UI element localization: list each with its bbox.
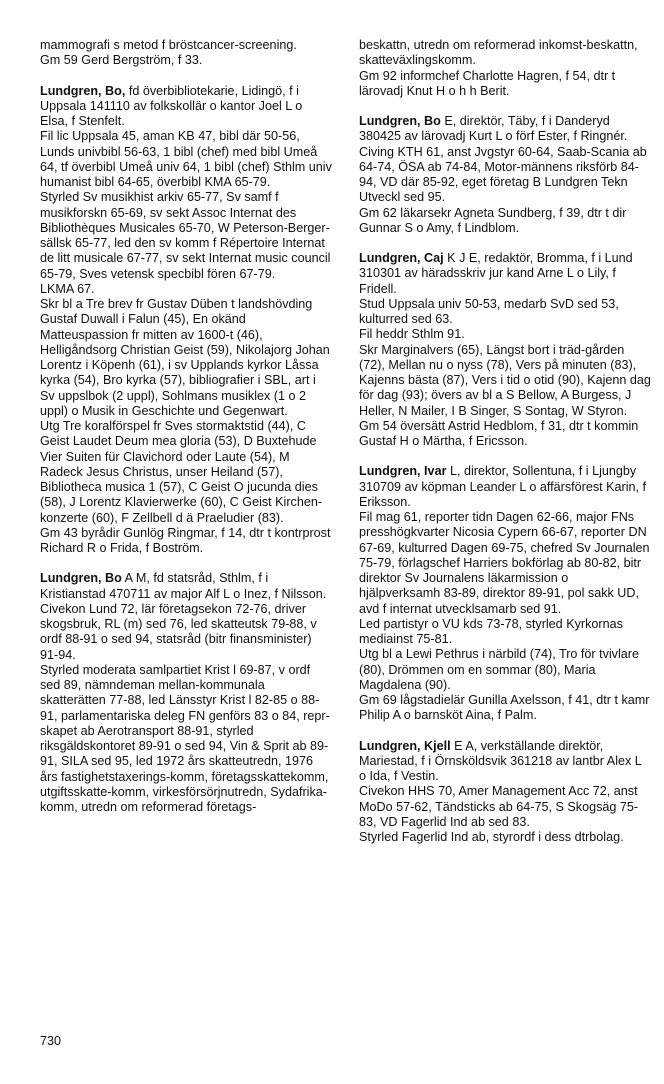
entry-line: beskattn, utredn om reformerad inkomst-beskattn, skatteväxlingskomm. xyxy=(359,38,638,68)
entry-line: Civekon HHS 70, Amer Management Acc 72, anst MoDo 57-62, Tändsticks ab 64-75, S Skogsäg 75-83, VD Fagerlid Ind ab sed 83. xyxy=(359,784,639,829)
entry-line: Led partistyr o VU kds 73-78, styrled Kyrkornas mediainst 75-81. xyxy=(359,616,623,646)
entry-line: mammografi s metod f bröstcancer-screening. xyxy=(40,38,297,52)
entry-line: Gm 43 byrådir Gunlög Ringmar, f 14, dtr t kontrprost Richard R o Frida, f Boström. xyxy=(40,525,331,555)
entry-name: Lundgren, Bo xyxy=(40,571,122,586)
entry-intro: E, direktör, Täby, f i Danderyd 380425 av lärovadj Kurt L o förf Ester, f Ringnér. xyxy=(359,114,628,144)
continuation-entry xyxy=(359,38,651,99)
entry-lundgren-kjell xyxy=(359,739,651,846)
entry-name: Lundgren, Bo xyxy=(359,114,441,128)
entry-line: Utg Tre koralförspel fr Sves stormaktstid (44), C Geist Laudet Deum mea gloria (53), D Buxtehude Vier Suiten für Clavichord oder Laute (54), M Radeck Jesus Christus, unser Heiland (57), Bibliotheca musica 1 (57), C Geist O jucunda dies (58), J Lorentz Klavierwerke (60), C Geist Kirchen-konzerte (60), F Zellbell d ä Praeludier (83). xyxy=(40,419,323,525)
entry-lundgren-caj xyxy=(359,251,651,449)
entry-line: Fil lic Uppsala 45, aman KB 47, bibl där 50-56, Lunds univbibl 56-63, 1 bibl (chef) med bibl Umeå 64, tf överbibl Umeå univ 64, 1 bibl (chef) Sthlm univ humanist bibl 64-65, överbibl KMA 65-79. xyxy=(40,129,332,189)
entry-intro: E A, verkställande direktör, Mariestad, f i Örnsköldsvik 361218 av lantbr Alex L o Ida, f Vestin. xyxy=(359,738,642,783)
entry-line: Civekon Lund 72, lär företagsekon 72-76, driver skogsbruk, RL (m) sed 76, led skatteutsk 79-88, v ordf 88-91 o sed 94, statsråd (bitr finansminister) 91-94. xyxy=(40,601,317,662)
entry-line: Gm 69 lågstadielär Gunilla Axelsson, f 41, dtr t kamr Philip A o barnsköt Aina, f Palm. xyxy=(359,693,650,723)
entry-line: LKMA 67. xyxy=(40,281,95,296)
entry-header xyxy=(40,84,332,130)
entry-lundgren-bo-statsrad xyxy=(40,571,332,815)
entry-line: Civing KTH 61, anst Jvgstyr 60-64, Saab-Scania ab 64-74, ÖSA ab 74-84, Motor-männens riksförb 84-94, VD där 85-92, eget företag B Lundgren Tekn Utveckl sed 95. xyxy=(359,144,647,205)
entry-intro: K J E, redaktör, Bromma, f i Lund 310301 av häradsskriv jur kand Arne L o Lily, f Fridell. xyxy=(359,251,633,296)
entry-lundgren-ivar xyxy=(359,464,651,723)
page-number: 730 xyxy=(40,1034,62,1048)
entry-line: Styrled Sv musikhist arkiv 65-77, Sv samf f musikforskn 65-69, sv sekt Assoc Internat des Bibliothèques Musicales 65-70, W Peterson-Berger-sällsk 65-77, led den sv komm f Répertoire Internat de litt musicale 67-77, sv sekt Internat music council 65-79, Sves vetensk specbibl fören 67-79. xyxy=(40,190,331,281)
entry-header xyxy=(359,251,651,297)
entry-header xyxy=(359,464,651,510)
entry-line: Gm 54 översätt Astrid Hedblom, f 31, dtr t kommin Gustaf H o Märtha, f Ericsson. xyxy=(359,418,639,448)
entry-name: Lundgren, Ivar xyxy=(359,464,447,479)
entry-intro: A M, fd statsråd, Sthlm, f i Kristianstad 470711 av major Alf L o Inez, f Nilsson. xyxy=(40,571,327,601)
entry-header xyxy=(40,571,332,602)
entry-intro: fd överbibliotekarie, Lidingö, f i Uppsala 141110 av folkskollär o kantor Joel L o Elsa, f Stenfelt. xyxy=(40,83,303,128)
entry-line: Gm 59 Gerd Bergström, f 33. xyxy=(40,53,203,68)
continuation-entry xyxy=(40,38,332,69)
entry-lundgren-bo-direktor xyxy=(359,114,651,236)
entry-header xyxy=(359,739,651,785)
entry-line: Gm 92 informchef Charlotte Hagren, f 54, dtr t lärovadj Knut H o h h Berit. xyxy=(359,68,616,98)
right-column xyxy=(359,38,651,845)
entry-header xyxy=(359,114,651,145)
entry-name: Lundgren, Caj xyxy=(359,251,444,265)
entry-intro: L, direktor, Sollentuna, f i Ljungby 310709 av köpman Leander L o affärsförest Karin, f Eriksson. xyxy=(359,464,647,509)
entry-line: Skr Marginalvers (65), Längst bort i träd-gården (72), Mellan nu o nyss (78), Vers på minuten (83), Kajenns bästa (87), Vers i tid o otid (90), Kajenn dag för dag (93); övers av bl a S Bellow, A Burgess, J Heller, N Mailer, I B Singer, S Sontag, W Styron. xyxy=(359,342,651,418)
entry-line: Gm 62 läkarsekr Agneta Sundberg, f 39, dtr t dir Gunnar S o Amy, f Lindblom. xyxy=(359,205,627,235)
entry-line: Fil mag 61, reporter tidn Dagen 62-66, major FNs presshögkvarter Nicosia Cypern 66-67, reporter DN 67-69, kulturred Dagen 69-75, chefred Sv Journalen 75-79, förlagschef Harriers bokförlag ab 80-82, bitr direktor Sv Journalens läkarmission o hjälpverksamh 83-89, direktor 89-91, pol sakk UD, avd f internat utvecklsamarb sed 91. xyxy=(359,510,650,616)
left-column xyxy=(40,38,332,815)
entry-line: Styrled moderata samlpartiet Krist l 69-87, v ordf sed 89, nämndeman mellan-kommunala skatterätten 77-88, led Länsstyr Krist l 82-85 o 88-91, parlamentariska deleg FN genförs 83 o 84, repr-skapet ab Aerotransport 88-91, styrled riksgäldskontoret 89-91 o sed 94, Vin & Sprit ab 89-91, SILA sed 95, led 1972 års skatteutredn, 1976 års fastighetstaxerings-komm, företagsskattekomm, utgiftsskatte-komm, virkesförsörjnutredn, Sydafrika-komm, utredn om reformerad företags- xyxy=(40,662,330,814)
entry-lundgren-bo-overbibliotekarie xyxy=(40,84,332,557)
entry-name: Lundgren, Bo, xyxy=(40,83,126,98)
entry-line: Utg bl a Lewi Pethrus i närbild (74), Tro för tvivlare (80), Drömmen om en sommar (80), Maria Magdalena (90). xyxy=(359,647,639,692)
entry-name: Lundgren, Kjell xyxy=(359,738,451,753)
entry-line: Skr bl a Tre brev fr Gustav Düben t landshövding Gustaf Duwall i Falun (45), En okänd Matteuspassion fr mitten av 1600-t (46), Helligåndsorg Christian Geist (59), Nikolajorg Johan Lorentz i Köpenh (61), i sv Upplands kyrkor Låssa kyrka (54), Bro kyrka (57), bibliografier i SBL, art i Sv uppslbok (2 uppl), Sohlmans musiklex (1 o 2 uppl) o Musik in Geschichte und Gegenwart. xyxy=(40,297,330,418)
entry-line: Stud Uppsala univ 50-53, medarb SvD sed 53, kulturred sed 63. xyxy=(359,296,619,326)
entry-line: Styrled Fagerlid Ind ab, styrordf i dess dtrbolag. xyxy=(359,830,624,844)
entry-line: Fil heddr Sthlm 91. xyxy=(359,327,465,342)
